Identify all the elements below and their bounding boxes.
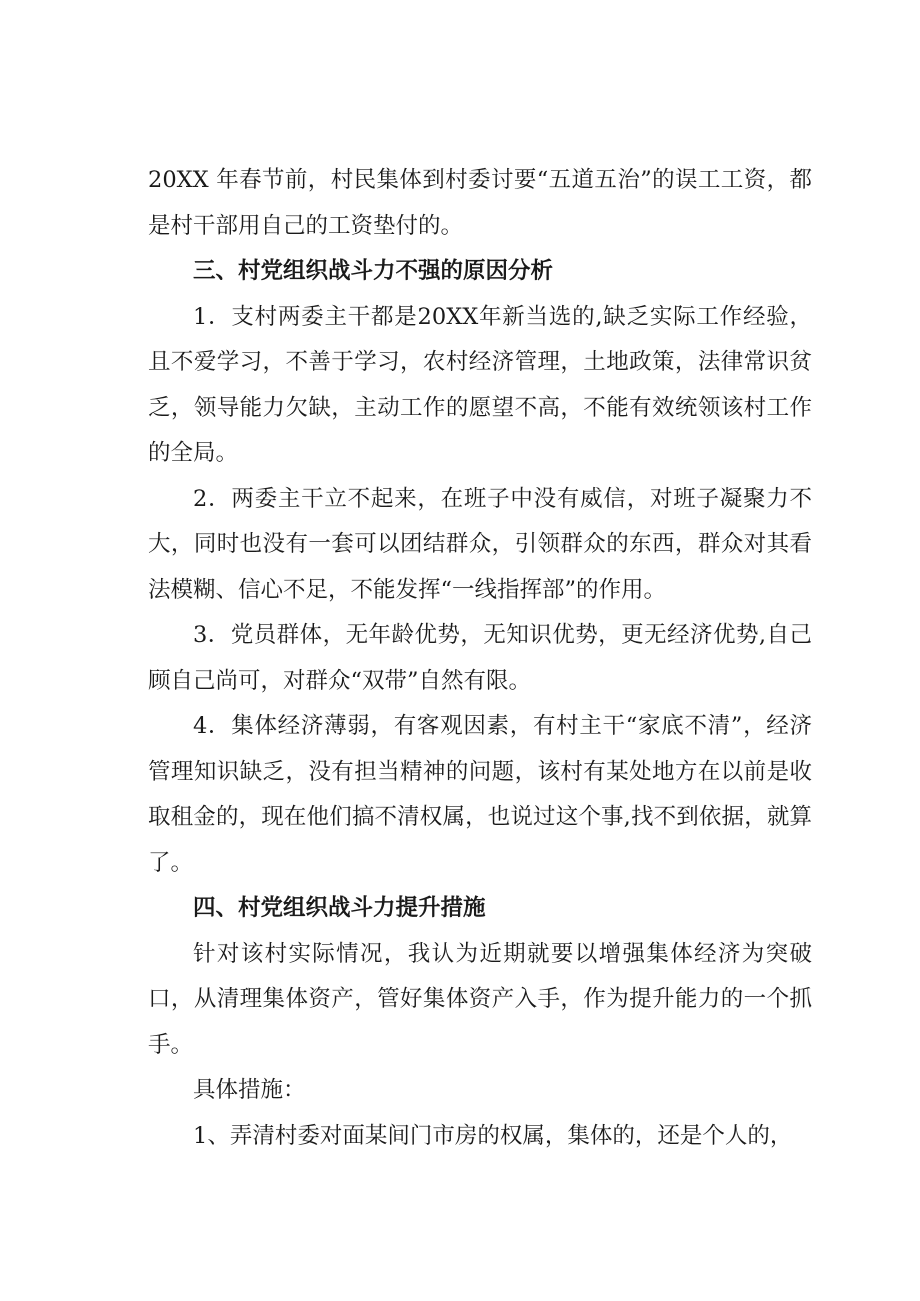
paragraph-measures-label: 具体措施： <box>193 1077 306 1103</box>
paragraph-continuation: 20XX 年春节前，村民集体到村委讨要“五道五治”的误工工资，都是村干部用自己的工资垫付的。 <box>148 167 812 239</box>
section-heading-measures: 四、村党组织战斗力提升措施 <box>193 895 486 921</box>
paragraph-reason-1: 1．支村两委主干都是20XX年新当选的,缺乏实际工作经验，且不爱学习，不善于学习，农村经济管理，土地政策，法律常识贫乏，领导能力欠缺，主动工作的愿望不高，不能有效统领该村工作的全局。 <box>148 303 812 466</box>
paragraph-reason-2: 2．两委主干立不起来，在班子中没有威信，对班子凝聚力不大，同时也没有一套可以团结群众，引领群众的东西，群众对其看法模糊、信心不足，不能发挥“一线指挥部”的作用。 <box>148 485 812 603</box>
document-body <box>148 158 812 1159</box>
paragraph-reason-4: 4．集体经济薄弱，有客观因素，有村主干“家底不清”，经济管理知识缺乏，没有担当精神的问题，该村有某处地方在以前是收取租金的，现在他们搞不清权属，也说过这个事,找不到依据，就算了。 <box>148 713 812 876</box>
paragraph-reason-3: 3．党员群体，无年龄优势，无知识优势，更无经济优势,自己顾自己尚可，对群众“双带”自然有限。 <box>148 622 812 694</box>
section-heading-causes: 三、村党组织战斗力不强的原因分析 <box>193 258 554 284</box>
paragraph-measure-1: 1、弄清村委对面某间门市房的权属，集体的，还是个人的， <box>193 1122 793 1149</box>
paragraph-measures-intro: 针对该村实际情况，我认为近期就要以增强集体经济为突破口，从清理集体资产，管好集体资产入手，作为提升能力的一个抓手。 <box>148 940 812 1058</box>
